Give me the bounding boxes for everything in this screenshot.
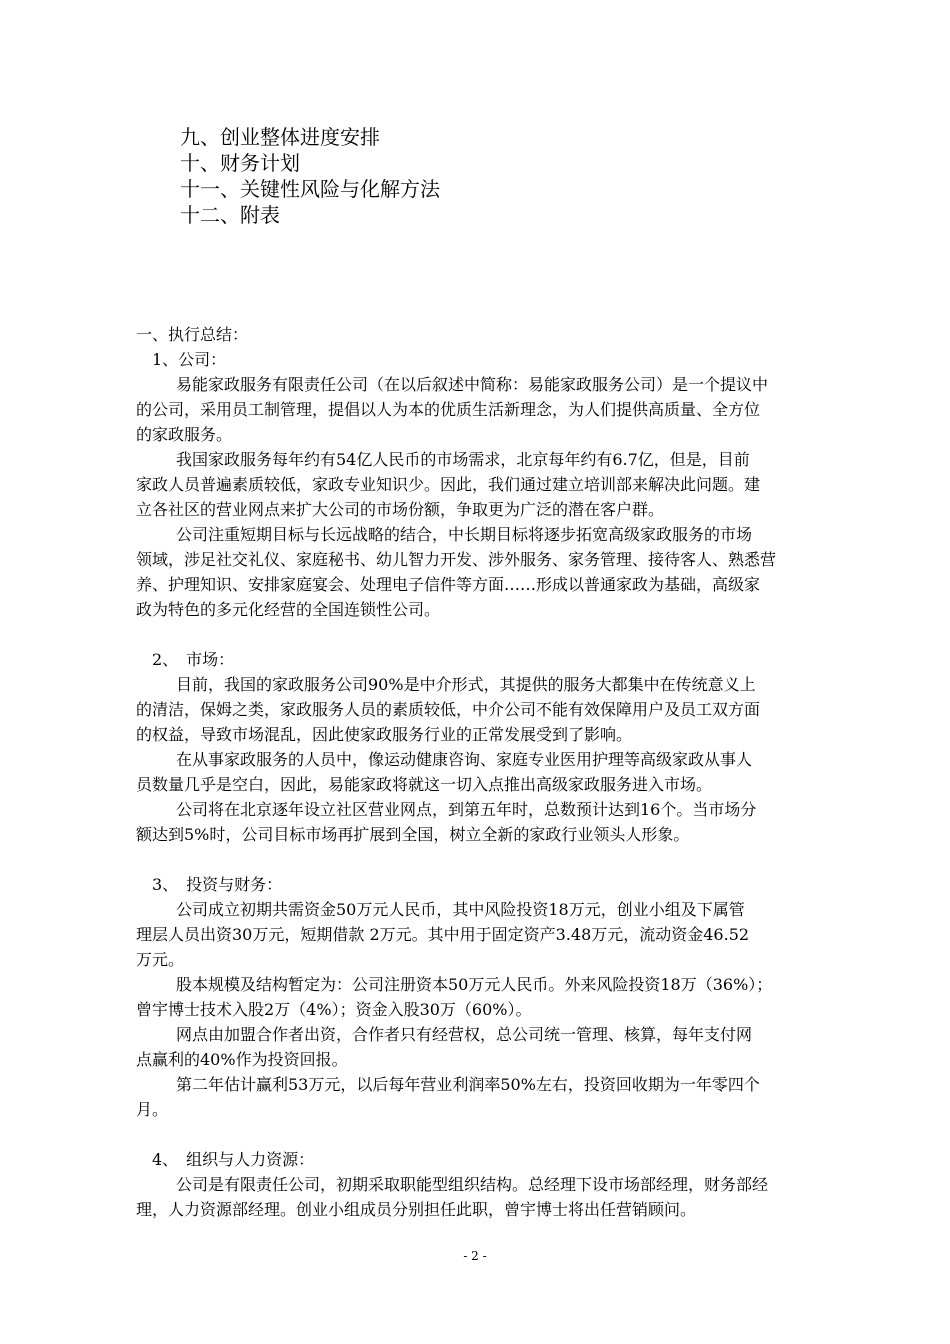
executive-summary — [136, 322, 864, 1222]
paragraph-line: 员数量几乎是空白，因此，易能家政将就这一切入点推出高级家政服务进入市场。 — [136, 775, 713, 794]
paragraph-line: 公司成立初期共需资金50万元人民币，其中风险投资18万元，创业小组及下属管 — [176, 900, 745, 919]
paragraph-line: 第二年估计赢利53万元，以后每年营业利润率50%左右，投资回收期为一年零四个 — [176, 1075, 760, 1094]
paragraph-line: 政为特色的多元化经营的全国连锁性公司。 — [136, 600, 441, 619]
paragraph-line: 点赢利的40%作为投资回报。 — [136, 1050, 348, 1069]
company-heading: 1、公司： — [152, 350, 227, 369]
toc-item: 十一、关键性风险与化解方法 — [180, 177, 440, 201]
paragraph-line: 股本规模及结构暂定为：公司注册资本50万元人民币。外来风险投资18万（36%）； — [176, 975, 773, 994]
paragraph-line: 理层人员出资30万元，短期借款 2万元。其中用于固定资产3.48万元，流动资金46.52 — [136, 925, 750, 944]
paragraph-line: 立各社区的营业网点来扩大公司的市场份额，争取更为广泛的潜在客户群。 — [136, 500, 665, 519]
paragraph-line: 的权益，导致市场混乱，因此使家政服务行业的正常发展受到了影响。 — [136, 725, 633, 744]
paragraph-line: 在从事家政服务的人员中，像运动健康咨询、家庭专业医用护理等高级家政从事人 — [176, 750, 753, 769]
finance-heading: 3、 投资与财务： — [152, 875, 283, 894]
paragraph-line: 公司是有限责任公司，初期采取职能型组织结构。总经理下设市场部经理，财务部经 — [176, 1175, 769, 1194]
paragraph-line: 公司注重短期目标与长远战略的结合，中长期目标将逐步拓宽高级家政服务的市场 — [176, 525, 753, 544]
paragraph-line: 的清洁，保姆之类，家政服务人员的素质较低，中介公司不能有效保障用户及员工双方面 — [136, 700, 761, 719]
paragraph-line: 易能家政服务有限责任公司（在以后叙述中简称：易能家政服务公司）是一个提议中 — [176, 375, 769, 394]
paragraph-line: 公司将在北京逐年设立社区营业网点，到第五年时，总数预计达到16个。当市场分 — [176, 800, 757, 819]
paragraph-line: 曾宇博士技术入股2万（4%）；资金入股30万（60%）。 — [136, 1000, 532, 1019]
paragraph-line: 万元。 — [136, 950, 185, 969]
toc-item: 十、财务计划 — [180, 151, 300, 175]
paragraph-line: 月。 — [136, 1100, 169, 1119]
org-heading: 4、 组织与人力资源： — [152, 1150, 315, 1169]
paragraph-line: 家政人员普遍素质较低，家政专业知识少。因此，我们通过建立培训部来解决此问题。建 — [136, 475, 761, 494]
paragraph-line: 网点由加盟合作者出资，合作者只有经营权，总公司统一管理、核算，每年支付网 — [176, 1025, 753, 1044]
section-title: 一、执行总结： — [136, 325, 249, 344]
paragraph-line: 的家政服务。 — [136, 425, 233, 444]
toc-item: 十二、附表 — [180, 203, 280, 227]
paragraph-line: 目前，我国的家政服务公司90%是中介形式，其提供的服务大都集中在传统意义上 — [176, 675, 756, 694]
paragraph-line: 的公司，采用员工制管理，提倡以人为本的优质生活新理念，为人们提供高质量、全方位 — [136, 400, 761, 419]
page-number: - 2 - — [463, 1249, 487, 1263]
paragraph-line: 额达到5%时，公司目标市场再扩展到全国，树立全新的家政行业领头人形象。 — [136, 825, 690, 844]
toc-item: 九、创业整体进度安排 — [180, 125, 380, 149]
market-heading: 2、 市场： — [152, 650, 235, 669]
table-of-contents — [180, 124, 440, 228]
paragraph-line: 我国家政服务每年约有54亿人民币的市场需求，北京每年约有6.7亿，但是，目前 — [176, 450, 750, 469]
paragraph-line: 理，人力资源部经理。创业小组成员分别担任此职，曾宇博士将出任营销顾问。 — [136, 1200, 697, 1219]
paragraph-line: 养、护理知识、安排家庭宴会、处理电子信件等方面……形成以普通家政为基础，高级家 — [136, 575, 761, 594]
paragraph-line: 领域，涉足社交礼仪、家庭秘书、幼儿智力开发、涉外服务、家务管理、接待客人、熟悉营 — [136, 550, 777, 569]
